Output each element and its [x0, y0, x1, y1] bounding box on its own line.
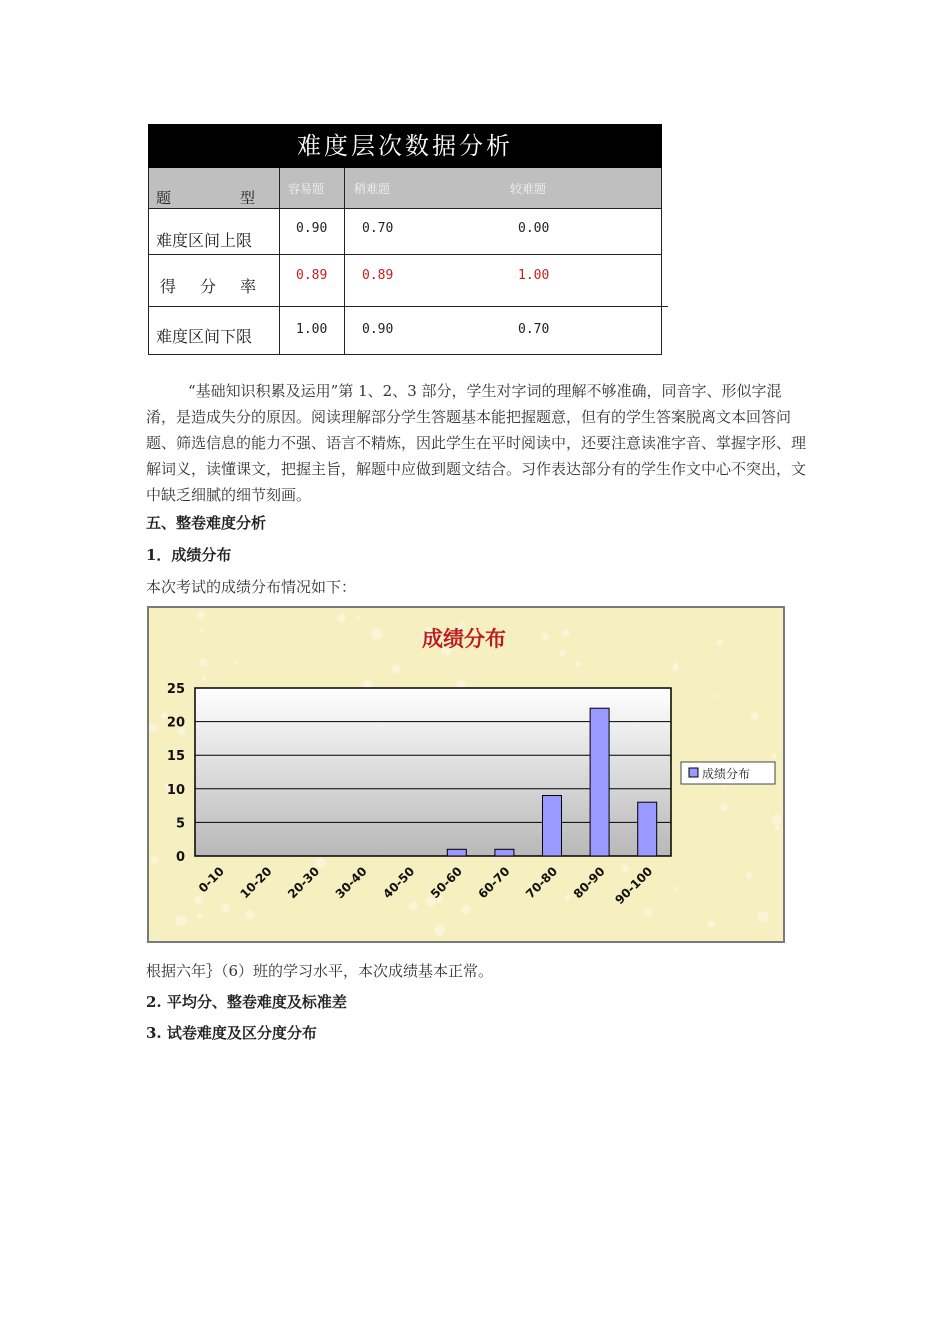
y-tick-label: 15 [166, 749, 185, 765]
x-tick-label: 40-50 [380, 864, 418, 902]
background-speckle [194, 896, 203, 905]
background-speckle [409, 901, 418, 910]
header-col-easy: 容易题 [288, 182, 325, 196]
table-border-right [661, 168, 662, 354]
background-speckle [199, 628, 204, 633]
background-speckle [197, 913, 203, 919]
cell-value: 0.90 [296, 221, 328, 236]
background-speckle [315, 858, 326, 869]
subheading-difficulty-discrimination: 3. 试卷难度及区分度分布 [146, 1024, 317, 1042]
background-speckle [461, 905, 470, 914]
table-divider [344, 168, 345, 354]
analysis-paragraph [146, 378, 808, 508]
cell-value-score: 0.89 [296, 268, 328, 283]
cell-value: 0.00 [518, 221, 550, 236]
header-col-medium: 稍难题 [354, 182, 391, 196]
row-label-score-3: 率 [240, 277, 257, 296]
background-speckle [560, 650, 566, 656]
table-border-left [148, 168, 149, 354]
background-speckle [771, 754, 777, 760]
table-divider [279, 168, 280, 354]
background-speckle [371, 628, 382, 639]
cell-value-score: 0.89 [362, 268, 394, 283]
note-text: 根据六年｝（6）班的学习水平，本次成绩基本正常。 [146, 962, 494, 980]
background-speckle [721, 804, 728, 811]
table-rule [148, 254, 662, 255]
y-tick-label: 5 [175, 816, 185, 832]
x-tick-label: 0-10 [195, 864, 227, 896]
score-distribution-chart [147, 606, 785, 943]
background-speckle [751, 712, 759, 720]
background-speckle [356, 615, 360, 619]
cell-value: 0.90 [362, 322, 394, 337]
legend-swatch [689, 768, 698, 777]
header-col-hard: 较难题 [510, 182, 547, 196]
background-speckle [716, 639, 723, 646]
header-label-right: 型 [240, 189, 256, 207]
table-header-row [148, 168, 662, 208]
background-speckle [758, 911, 769, 922]
bar [543, 796, 562, 857]
x-tick-label: 30-40 [332, 864, 370, 902]
subheading-average: 2. 平均分、整卷难度及标准差 [146, 993, 347, 1011]
row-label-lower: 难度区间下限 [156, 327, 253, 346]
background-speckle [562, 630, 570, 638]
chart-legend [681, 762, 775, 784]
cell-value: 0.70 [518, 322, 550, 337]
bar [638, 802, 657, 856]
background-speckle [621, 865, 629, 873]
background-speckle [221, 903, 230, 912]
background-speckle [565, 895, 571, 901]
y-tick-label: 0 [175, 850, 185, 865]
background-speckle [337, 613, 346, 622]
background-speckle [234, 661, 238, 665]
background-speckle [672, 664, 679, 671]
bar [447, 849, 466, 856]
background-speckle [391, 665, 400, 674]
background-speckle [575, 661, 581, 667]
x-tick-label: 50-60 [427, 864, 465, 902]
row-label-score-1: 得 [160, 277, 177, 296]
background-speckle [774, 825, 779, 830]
table-rule [148, 208, 662, 209]
background-speckle [201, 676, 206, 681]
background-speckle [541, 633, 548, 640]
difficulty-table [148, 124, 668, 356]
row-label-upper: 难度区间上限 [156, 231, 253, 250]
cell-value-score: 1.00 [518, 268, 550, 283]
background-speckle [771, 814, 782, 825]
background-speckle [745, 872, 752, 879]
legend-label: 成绩分布 [702, 767, 751, 781]
x-tick-label: 80-90 [570, 864, 608, 902]
bar [590, 708, 609, 856]
background-speckle [151, 856, 159, 864]
background-speckle [149, 724, 158, 733]
x-tick-label: 90-100 [612, 864, 656, 908]
cell-value: 1.00 [296, 322, 328, 337]
y-tick-label: 25 [166, 682, 185, 697]
header-label-left: 题 [156, 189, 172, 207]
table-rule [148, 354, 662, 355]
background-speckle [708, 920, 715, 927]
chart-intro-text: 本次考试的成绩分布情况如下： [146, 578, 357, 596]
row-label-score-2: 分 [200, 277, 217, 296]
background-speckle [434, 925, 445, 936]
chart-title: 成绩分布 [422, 627, 506, 651]
table-rule [148, 306, 668, 307]
y-tick-label: 10 [166, 782, 185, 798]
background-speckle [246, 910, 255, 919]
background-speckle [644, 908, 652, 916]
background-speckle [175, 915, 187, 927]
section-heading: 五、整卷难度分析 [146, 514, 267, 532]
analysis-paragraph-text: “基础知识积累及运用”第 1、2、3 部分，学生对字词的理解不够准确，同音字、形似字混淆，是造成失分的原因。阅读理解部分学生答题基本能把握题意，但有的学生答案脱离文本回答问题、筛选信息的能力不强、语言不精炼，因此学生在平时阅读中，还要注意读准字音、掌握字形、理解词义，读懂课文，把握主旨，解题中应做到题文结合。习作表达部分有的学生作文中心不突出，文中缺乏细腻的细节刻画。 [146, 382, 807, 504]
background-speckle [197, 611, 205, 619]
background-speckle [199, 658, 207, 666]
table-title: 难度层次数据分析 [148, 124, 662, 168]
x-tick-label: 60-70 [475, 864, 513, 902]
cell-value: 0.70 [362, 221, 394, 236]
chart-canvas [149, 608, 783, 941]
subheading-score-distribution: 1．成绩分布 [146, 546, 232, 564]
background-speckle [715, 694, 719, 698]
y-tick-label: 20 [166, 715, 185, 731]
x-tick-label: 70-80 [523, 864, 561, 902]
background-speckle [673, 886, 678, 891]
x-tick-label: 10-20 [237, 864, 275, 902]
x-tick-label: 20-30 [285, 864, 323, 902]
bar [495, 849, 514, 856]
